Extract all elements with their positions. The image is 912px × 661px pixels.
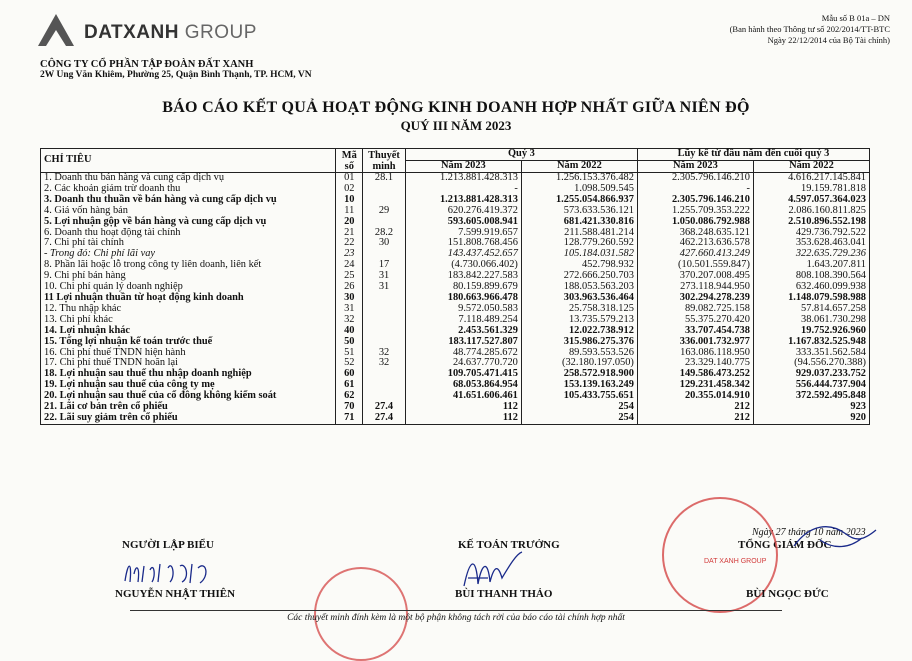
row-note	[363, 217, 406, 228]
row-ytd2022: 372.592.495.848	[753, 391, 869, 402]
row-code: 01	[336, 173, 363, 184]
row-ytd2022: 19.752.926.960	[753, 326, 869, 337]
row-ytd2023: 20.355.014.910	[637, 391, 753, 402]
row-q2023: 1.213.881.428.313	[405, 195, 521, 206]
row-ytd2022: 556.444.737.904	[753, 380, 869, 391]
row-ytd2022: 353.628.463.041	[753, 238, 869, 249]
row-ytd2022: 429.736.792.522	[753, 228, 869, 239]
row-ytd2022: 57.814.657.258	[753, 304, 869, 315]
row-q2022: 1.255.054.866.937	[521, 195, 637, 206]
row-name: 21. Lãi cơ bản trên cổ phiếu	[41, 402, 336, 413]
row-ytd2023: 462.213.636.578	[637, 238, 753, 249]
row-note: 32	[363, 348, 406, 359]
row-q2023: 112	[405, 413, 521, 424]
row-q2023: 41.651.606.461	[405, 391, 521, 402]
row-code: 24	[336, 260, 363, 271]
preparer-signature	[120, 556, 215, 586]
row-name: 13. Chi phí khác	[41, 315, 336, 326]
row-q2022: (32.180.197.050)	[521, 358, 637, 369]
row-ytd2023: -	[637, 184, 753, 195]
row-ytd2023: 129.231.458.342	[637, 380, 753, 391]
row-name: 14. Lợi nhuận khác	[41, 326, 336, 337]
row-q2022: 25.758.318.125	[521, 304, 637, 315]
row-q2022: 315.986.275.376	[521, 337, 637, 348]
sign-date: Ngày 27 tháng 10 năm 2023	[752, 527, 866, 538]
row-q2023: (4.730.066.402)	[405, 260, 521, 271]
row-name: 18. Lợi nhuận sau thuế thu nhập doanh nghiệp	[41, 369, 336, 380]
row-q2023: 151.808.768.456	[405, 238, 521, 249]
row-ytd2023: 212	[637, 402, 753, 413]
row-q2023: 620.276.419.372	[405, 206, 521, 217]
row-q2023: 180.663.966.478	[405, 293, 521, 304]
table-row	[41, 206, 870, 217]
row-note	[363, 337, 406, 348]
row-ytd2023: 302.294.278.239	[637, 293, 753, 304]
table-row	[41, 337, 870, 348]
row-name: 22. Lãi suy giảm trên cổ phiếu	[41, 413, 336, 424]
row-code: 20	[336, 217, 363, 228]
row-note	[363, 369, 406, 380]
row-note	[363, 380, 406, 391]
row-q2023: 7.599.919.657	[405, 228, 521, 239]
row-q2022: 105.184.031.582	[521, 249, 637, 260]
row-q2023: 143.437.452.657	[405, 249, 521, 260]
table-row	[41, 413, 870, 424]
row-ytd2022: 2.086.160.811.825	[753, 206, 869, 217]
form-note-2: Ngày 22/12/2014 của Bộ Tài chính)	[767, 35, 890, 45]
row-q2022: 254	[521, 413, 637, 424]
row-code: 31	[336, 304, 363, 315]
income-statement-table	[40, 148, 870, 425]
header-code: Mã số	[336, 149, 363, 173]
row-q2022: 89.593.553.526	[521, 348, 637, 359]
row-name: 3. Doanh thu thuần về bán hàng và cung cấp dịch vụ	[41, 195, 336, 206]
row-note: 31	[363, 282, 406, 293]
table-row	[41, 217, 870, 228]
row-ytd2023: 149.586.473.252	[637, 369, 753, 380]
row-name: 7. Chi phí tài chính	[41, 238, 336, 249]
row-q2023: 9.572.050.583	[405, 304, 521, 315]
header-item: CHỈ TIÊU	[41, 149, 336, 173]
row-q2023: 109.705.471.415	[405, 369, 521, 380]
row-name: 4. Giá vốn hàng bán	[41, 206, 336, 217]
row-q2022: 105.433.755.651	[521, 391, 637, 402]
header-quarter-group: Quý 3	[405, 149, 637, 161]
header-ytd-2023: Năm 2023	[637, 161, 753, 173]
row-ytd2023: (10.501.559.847)	[637, 260, 753, 271]
row-q2022: 188.053.563.203	[521, 282, 637, 293]
row-code: 70	[336, 402, 363, 413]
row-ytd2023: 55.375.270.420	[637, 315, 753, 326]
company-address: 2W Ung Văn Khiêm, Phường 25, Quận Bình Thạnh, TP. HCM, VN	[40, 70, 312, 80]
row-code: 61	[336, 380, 363, 391]
row-note	[363, 184, 406, 195]
row-ytd2022: 920	[753, 413, 869, 424]
row-q2023: 24.637.770.720	[405, 358, 521, 369]
row-q2022: 211.588.481.214	[521, 228, 637, 239]
row-code: 25	[336, 271, 363, 282]
page-subtitle: QUÝ III NĂM 2023	[400, 118, 512, 133]
accountant-signature	[458, 548, 538, 590]
row-name: 12. Thu nhập khác	[41, 304, 336, 315]
row-ytd2023: 273.118.944.950	[637, 282, 753, 293]
row-note: 31	[363, 271, 406, 282]
row-q2022: 258.572.918.900	[521, 369, 637, 380]
row-code: 26	[336, 282, 363, 293]
row-note: 30	[363, 238, 406, 249]
form-code: Mẫu số B 01a – DN	[821, 13, 890, 23]
row-q2022: 272.666.250.703	[521, 271, 637, 282]
footnote: Các thuyết minh đính kèm là một bộ phận không tách rời của báo cáo tài chính hợp nhất	[287, 613, 625, 623]
row-ytd2022: (94.556.270.388)	[753, 358, 869, 369]
row-q2022: 128.779.260.592	[521, 238, 637, 249]
stamp-text: DAT XANH GROUP	[704, 558, 767, 565]
row-code: 71	[336, 413, 363, 424]
row-q2023: 68.053.864.954	[405, 380, 521, 391]
row-name: 15. Tổng lợi nhuận kế toán trước thuế	[41, 337, 336, 348]
row-note: 32	[363, 358, 406, 369]
footnote-divider	[130, 610, 782, 611]
row-note: 29	[363, 206, 406, 217]
row-q2023: 183.842.227.583	[405, 271, 521, 282]
row-q2022: 12.022.738.912	[521, 326, 637, 337]
row-q2022: 13.735.579.213	[521, 315, 637, 326]
page-title: BÁO CÁO KẾT QUẢ HOẠT ĐỘNG KINH DOANH HỢP NHẤT GIỮA NIÊN ĐỘ	[162, 99, 750, 116]
ceo-name: BÙI NGỌC ĐỨC	[746, 588, 829, 600]
brand-main: DATXANH	[84, 22, 179, 43]
row-ytd2023: 1.255.709.353.222	[637, 206, 753, 217]
row-code: 21	[336, 228, 363, 239]
table-body	[41, 173, 870, 425]
row-name: 16. Chi phí thuế TNDN hiện hành	[41, 348, 336, 359]
row-ytd2022: 808.108.390.564	[753, 271, 869, 282]
row-ytd2022: 2.510.896.552.198	[753, 217, 869, 228]
row-ytd2022: 333.351.562.584	[753, 348, 869, 359]
row-q2022: 303.963.536.464	[521, 293, 637, 304]
brand-logo	[84, 22, 257, 44]
row-q2023: 593.605.008.941	[405, 217, 521, 228]
row-code: 52	[336, 358, 363, 369]
table-row	[41, 326, 870, 337]
header-ytd-2022: Năm 2022	[753, 161, 869, 173]
header-ytd-group: Lũy kế từ đầu năm đến cuối quý 3	[637, 149, 869, 161]
row-ytd2022: 1.167.832.525.948	[753, 337, 869, 348]
row-code: 22	[336, 238, 363, 249]
row-name: 17. Chi phí thuế TNDN hoãn lại	[41, 358, 336, 369]
row-q2023: 7.118.489.254	[405, 315, 521, 326]
row-ytd2023: 368.248.635.121	[637, 228, 753, 239]
row-ytd2022: 4.616.217.145.841	[753, 173, 869, 184]
row-ytd2023: 336.001.732.977	[637, 337, 753, 348]
row-q2023: 80.159.899.679	[405, 282, 521, 293]
row-code: 23	[336, 249, 363, 260]
row-name: 5. Lợi nhuận gộp về bán hàng và cung cấp dịch vụ	[41, 217, 336, 228]
row-ytd2022: 19.159.781.818	[753, 184, 869, 195]
row-name: 10. Chi phí quản lý doanh nghiệp	[41, 282, 336, 293]
row-name: 1. Doanh thu bán hàng và cung cấp dịch vụ	[41, 173, 336, 184]
row-note: 17	[363, 260, 406, 271]
row-ytd2023: 2.305.796.146.210	[637, 173, 753, 184]
row-code: 10	[336, 195, 363, 206]
row-code: 50	[336, 337, 363, 348]
row-name: 8. Phần lãi hoặc lỗ trong công ty liên doanh, liên kết	[41, 260, 336, 271]
row-q2023: 2.453.561.329	[405, 326, 521, 337]
row-ytd2023: 427.660.413.249	[637, 249, 753, 260]
row-note: 27.4	[363, 402, 406, 413]
row-name: - Trong đó: Chi phí lãi vay	[41, 249, 336, 260]
row-name: 20. Lợi nhuận sau thuế của cổ đông không kiểm soát	[41, 391, 336, 402]
row-code: 11	[336, 206, 363, 217]
row-ytd2022: 632.460.099.938	[753, 282, 869, 293]
row-q2023: 48.774.285.672	[405, 348, 521, 359]
brand-sub: GROUP	[184, 22, 257, 43]
row-q2023: 1.213.881.428.313	[405, 173, 521, 184]
row-code: 62	[336, 391, 363, 402]
form-code-block	[730, 13, 890, 46]
row-q2022: 681.421.330.816	[521, 217, 637, 228]
row-ytd2022: 1.643.207.811	[753, 260, 869, 271]
ceo-signature	[790, 520, 880, 554]
row-ytd2022: 38.061.730.298	[753, 315, 869, 326]
row-q2023: 183.117.527.807	[405, 337, 521, 348]
row-q2022: 1.098.509.545	[521, 184, 637, 195]
logo-icon-inner	[46, 30, 66, 46]
row-ytd2023: 163.086.118.950	[637, 348, 753, 359]
row-ytd2023: 1.050.086.792.988	[637, 217, 753, 228]
ceo-title: TỔNG GIÁM ĐỐC	[738, 539, 832, 551]
row-code: 51	[336, 348, 363, 359]
preparer-name: NGUYỄN NHẬT THIÊN	[115, 588, 236, 600]
row-code: 40	[336, 326, 363, 337]
row-name: 19. Lợi nhuận sau thuế của công ty mẹ	[41, 380, 336, 391]
row-ytd2023: 33.707.454.738	[637, 326, 753, 337]
row-ytd2022: 4.597.057.364.023	[753, 195, 869, 206]
row-note: 28.2	[363, 228, 406, 239]
row-ytd2023: 370.207.008.495	[637, 271, 753, 282]
row-ytd2023: 23.329.140.775	[637, 358, 753, 369]
row-q2022: 573.633.536.121	[521, 206, 637, 217]
header-q-2023: Năm 2023	[405, 161, 521, 173]
row-name: 9. Chi phí bán hàng	[41, 271, 336, 282]
preparer-title: NGƯỜI LẬP BIỂU	[122, 539, 214, 551]
row-ytd2022: 923	[753, 402, 869, 413]
row-note	[363, 293, 406, 304]
row-q2023: -	[405, 184, 521, 195]
row-q2022: 452.798.932	[521, 260, 637, 271]
row-ytd2022: 1.148.079.598.988	[753, 293, 869, 304]
row-q2022: 1.256.153.376.482	[521, 173, 637, 184]
accountant-name: BÙI THANH THẢO	[455, 588, 553, 600]
row-ytd2022: 322.635.729.236	[753, 249, 869, 260]
row-name: 6. Doanh thu hoạt động tài chính	[41, 228, 336, 239]
row-code: 02	[336, 184, 363, 195]
row-code: 60	[336, 369, 363, 380]
row-note: 28.1	[363, 173, 406, 184]
row-name: 11 Lợi nhuận thuần từ hoạt động kinh doanh	[41, 293, 336, 304]
row-note	[363, 315, 406, 326]
row-q2023: 112	[405, 402, 521, 413]
row-ytd2023: 212	[637, 413, 753, 424]
row-name: 2. Các khoản giảm trừ doanh thu	[41, 184, 336, 195]
row-code: 30	[336, 293, 363, 304]
company-name: CÔNG TY CỔ PHẦN TẬP ĐOÀN ĐẤT XANH	[40, 59, 254, 70]
row-note: 27.4	[363, 413, 406, 424]
form-note-1: (Ban hành theo Thông tư số 202/2014/TT-BTC	[729, 24, 890, 34]
row-q2022: 153.139.163.249	[521, 380, 637, 391]
row-ytd2023: 2.305.796.146.210	[637, 195, 753, 206]
row-note	[363, 326, 406, 337]
row-code: 32	[336, 315, 363, 326]
accountant-title: KẾ TOÁN TRƯỞNG	[458, 539, 560, 551]
header-note: Thuyết minh	[363, 149, 406, 173]
row-ytd2022: 929.037.233.752	[753, 369, 869, 380]
row-note	[363, 304, 406, 315]
row-q2022: 254	[521, 402, 637, 413]
header-q-2022: Năm 2022	[521, 161, 637, 173]
row-ytd2023: 89.082.725.158	[637, 304, 753, 315]
